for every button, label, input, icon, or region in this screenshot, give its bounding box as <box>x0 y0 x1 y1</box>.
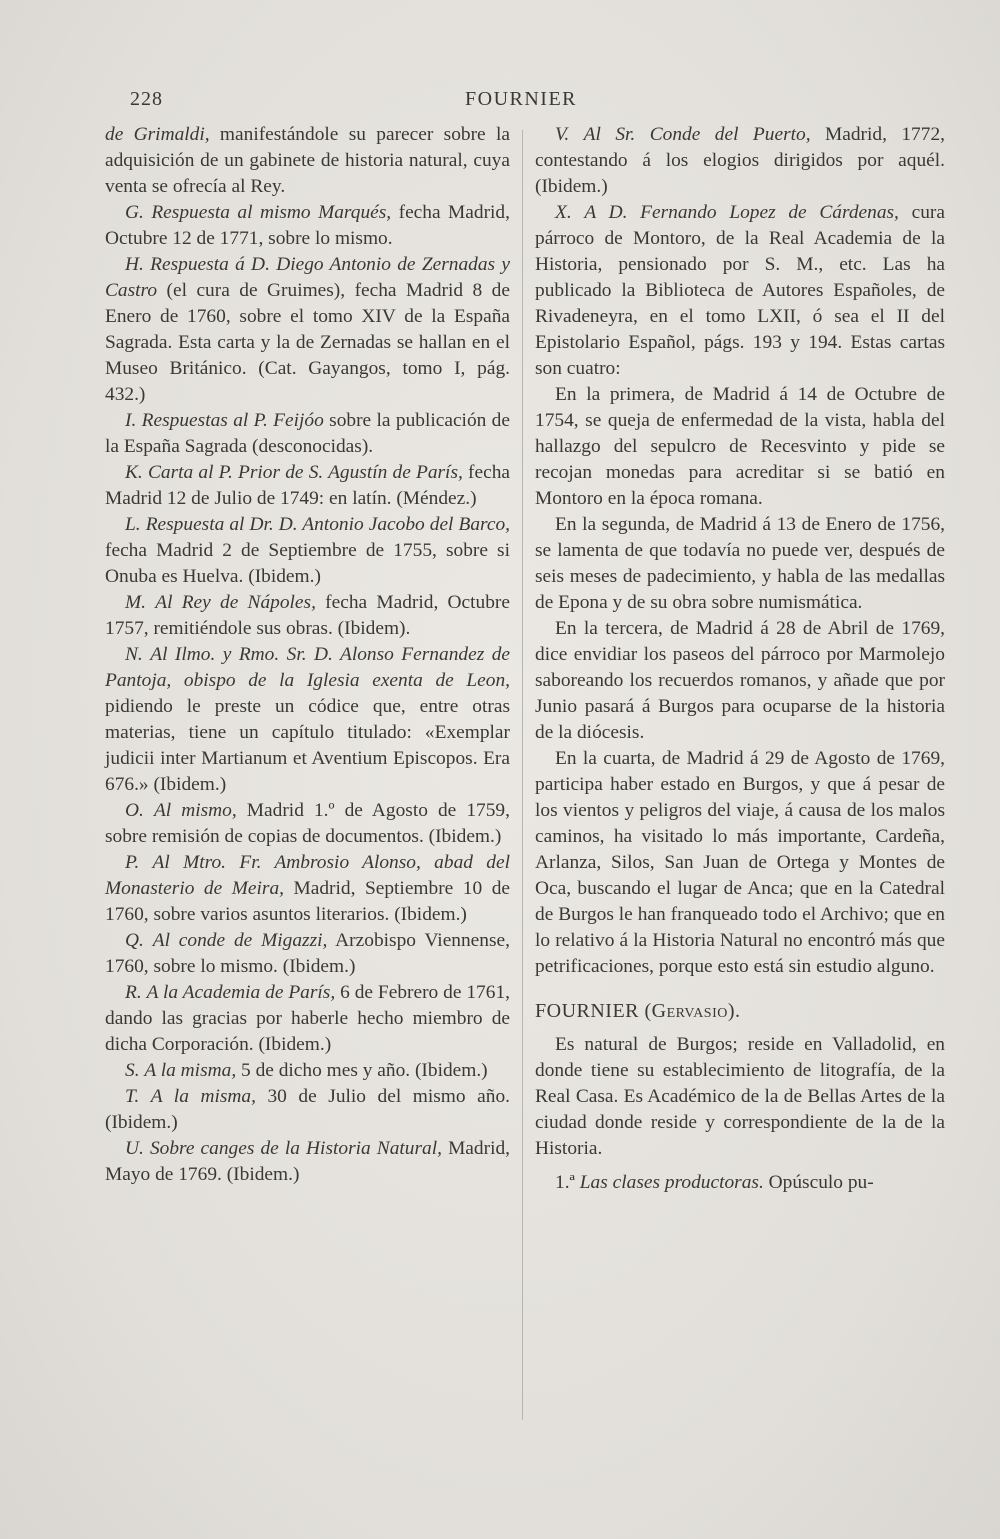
entry-letter: S. <box>125 1060 140 1081</box>
letter-summary-paragraph: En la primera, de Madrid á 14 de Octubre de 1754, se queja de enfermedad de la vista, habla del hallazgo del sepulcro de Recesvinto y pide se recojan monedas para acreditar si se batió en Montoro en la época romana. <box>535 384 945 509</box>
entry-letter: P. <box>125 852 140 873</box>
catalog-entry <box>535 122 945 200</box>
entry-text: pidiendo le preste un códice que, entre otras materias, tiene un capítulo titulado: «Exemplar judicii inter Martianum et Aventium Episcopos. Era 676.» (Ibidem.) <box>105 696 510 795</box>
section-bio: Es natural de Burgos; reside en Valladolid, en donde tiene su establecimiento de litografía, de la Real Casa. Es Académico de la de Bellas Artes de la ciudad donde reside y correspondiente de la de la Historia. <box>535 1034 945 1159</box>
entry-title: Al Ilmo. y Rmo. Sr. D. Alonso Fernandez de Pantoja, obispo de la Iglesia exenta de Leon, <box>105 644 510 691</box>
entry-title: Respuesta á D. Diego Antonio de Zernadas y Castro <box>105 254 510 301</box>
entry-letter: H. <box>125 254 144 275</box>
entry-title: A la misma, <box>144 1060 237 1081</box>
entry-letter: Q. <box>125 930 144 951</box>
page-header <box>0 88 1000 118</box>
entry-title: Al Mtro. Fr. Ambrosio Alonso, abad del Monasterio de Meira, <box>105 852 510 899</box>
entry-letter: T. <box>125 1086 140 1107</box>
section-heading <box>535 998 945 1024</box>
section-gap <box>535 980 945 998</box>
item-number: 1.ª <box>555 1172 575 1193</box>
entry-title: A D. Fernando Lopez de Cárdenas, <box>584 202 899 223</box>
entry-letter: U. <box>125 1138 144 1159</box>
page-number: 228 <box>130 88 163 110</box>
entry-text: fecha Madrid, Octubre 12 de 1771, sobre lo mismo. <box>105 202 510 249</box>
entry-title: Respuestas al P. Feijóo <box>141 410 324 431</box>
catalog-entry <box>105 252 510 408</box>
entry-letter: K. <box>125 462 143 483</box>
entry-text: fecha Madrid 2 de Septiembre de 1755, sobre si Onuba es Huelva. (Ibidem.) <box>105 540 510 587</box>
catalog-entry <box>105 928 510 980</box>
entry-title: Al conde de Migazzi, <box>152 930 328 951</box>
catalog-entry <box>105 1058 510 1084</box>
entry-letter: I. <box>125 410 137 431</box>
catalog-entry <box>105 512 510 590</box>
section-item <box>535 1170 945 1196</box>
catalog-entry <box>105 122 510 200</box>
entry-text: Madrid, 1772, contestando á los elogios dirigidos por aquél. (Ibidem.) <box>535 124 945 197</box>
entry-text: cura párroco de Montoro, de la Real Academia de la Historia, pensionado por S. M., etc. Las ha publicado la Biblioteca de Autores Españoles, de Rivadeneyra, en el tomo LXII, ó sea el II del Epistolario Español, págs. 193 y 194. Estas cartas son cuatro: <box>535 202 945 379</box>
catalog-entry <box>535 200 945 382</box>
entry-letter: M. <box>125 592 147 613</box>
entry-text: Madrid 1.º de Agosto de 1759, sobre remisión de copias de documentos. (Ibidem.) <box>105 800 510 847</box>
catalog-entry <box>105 1084 510 1136</box>
right-paragraphs <box>535 382 945 980</box>
catalog-entry <box>105 590 510 642</box>
catalog-entry <box>105 200 510 252</box>
entry-letter: X. <box>555 202 572 223</box>
section-surname: FOURNIER <box>535 1000 640 1022</box>
section-given-name: (Gervasio). <box>644 1000 741 1022</box>
entry-text: 5 de dicho mes y año. (Ibidem.) <box>236 1060 488 1081</box>
entry-title: Respuesta al mismo Marqués, <box>151 202 392 223</box>
entry-letter: N. <box>125 644 143 665</box>
right-column <box>535 122 945 1196</box>
entry-text: sobre la publicación de la España Sagrada (desconocidas). <box>105 410 510 457</box>
entry-title: Al Rey de Nápoles, <box>155 592 316 613</box>
entry-letter: V. <box>555 124 570 145</box>
entry-text: fecha Madrid, Octubre 1757, remitiéndole sus obras. (Ibidem). <box>105 592 510 639</box>
column-divider <box>522 130 523 1420</box>
item-text: Opúsculo pu- <box>763 1172 874 1193</box>
left-column <box>105 122 510 1188</box>
catalog-entry <box>105 408 510 460</box>
catalog-entry <box>105 642 510 798</box>
catalog-entry <box>105 1136 510 1188</box>
entry-letter: G. <box>125 202 144 223</box>
entry-title: Al mismo, <box>153 800 237 821</box>
catalog-entry <box>105 460 510 512</box>
letter-summary-paragraph: En la tercera, de Madrid á 28 de Abril de 1769, dice envidiar los paseos del párroco por Marmolejo saboreando los recuerdos romanos, y añade que por Junio pasará á Burgos para ocuparse de la historia de la diócesis. <box>535 618 945 743</box>
entry-text: Madrid, Mayo de 1769. (Ibidem.) <box>105 1138 511 1185</box>
entry-title: Respuesta al Dr. D. Antonio Jacobo del Barco, <box>145 514 510 535</box>
entry-title: Al Sr. Conde del Puerto, <box>583 124 811 145</box>
entry-letter: L. <box>125 514 141 535</box>
letter-summary-paragraph: En la segunda, de Madrid á 13 de Enero de 1756, se lamenta de que todavía no puede ver, después de seis meses de padecimiento, y habla de las medallas de Epona y de su obra sobre numismática. <box>535 514 945 613</box>
entry-text: 6 de Febrero de 1761, dando las gracias por haberle hecho miembro de dicha Corporación. (Ibidem.) <box>105 982 510 1055</box>
catalog-entry <box>105 798 510 850</box>
entry-text: Arzobispo Viennense, 1760, sobre lo mismo. (Ibidem.) <box>105 930 510 977</box>
item-title: Las clases productoras. <box>579 1172 764 1193</box>
letter-summary-paragraph: En la cuarta, de Madrid á 29 de Agosto de 1769, participa haber estado en Burgos, y que á pesar de los vientos y peligros del viaje, á causa de los malos caminos, ha visitado lo más importante, Cardeña, Arlanza, Silos, San Juan de Ortega y Montes de Oca, buscando el lugar de Anca; que en la Catedral de Burgos le han franqueado todo el Archivo; que en lo relativo á la Historia Natural no encontró más que petrificaciones, porque esto está sin estudio alguno. <box>535 748 945 977</box>
catalog-entry <box>105 980 510 1058</box>
entry-text: (el cura de Gruimes), fecha Madrid 8 de Enero de 1760, sobre el tomo XIV de la España Sagrada. Esta carta y la de Zernadas se hallan en el Museo Británico. (Cat. Gayangos, tomo I, pág. 432.) <box>105 280 510 405</box>
entry-title: Carta al P. Prior de S. Agustín de París, <box>147 462 463 483</box>
entry-title: Sobre canges de la Historia Natural, <box>149 1138 442 1159</box>
right-entries <box>535 122 945 382</box>
entry-letter: O. <box>125 800 144 821</box>
running-title: FOURNIER <box>465 88 578 110</box>
entry-text: manifestándole su parecer sobre la adquisición de un gabinete de historia natural, cuya venta se ofrecía al Rey. <box>105 124 510 197</box>
entry-title: A la misma, <box>150 1086 256 1107</box>
entry-text: Madrid, Septiembre 10 de 1760, sobre varios asuntos literarios. (Ibidem.) <box>105 878 510 925</box>
entry-letter: R. <box>125 982 142 1003</box>
catalog-entry <box>105 850 510 928</box>
entry-text: 30 de Julio del mismo año. (Ibidem.) <box>105 1086 510 1133</box>
entry-title: A la Academia de París, <box>146 982 336 1003</box>
entry-text: fecha Madrid 12 de Julio de 1749: en latín. (Méndez.) <box>105 462 510 509</box>
entry-title: de Grimaldi, <box>105 124 210 145</box>
